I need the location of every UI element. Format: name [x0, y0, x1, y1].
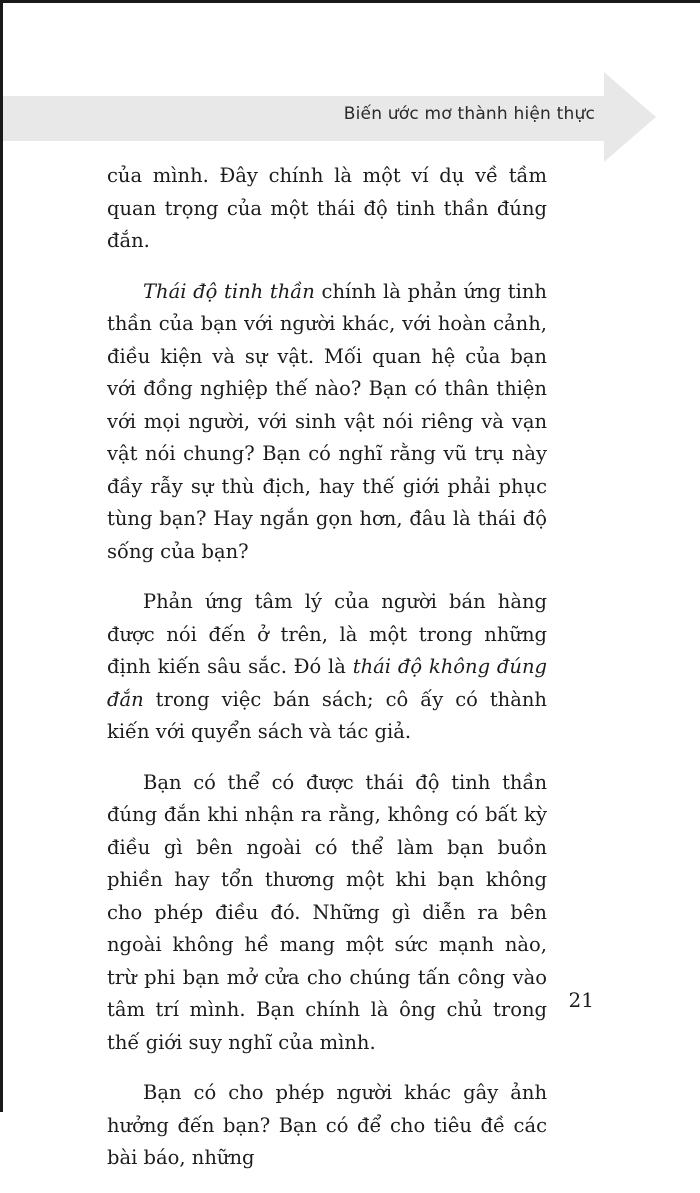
paragraph-5: Bạn có cho phép người khác gây ảnh hưởng đến bạn? Bạn có để cho tiêu đề các bài báo, những — [107, 1081, 547, 1169]
page-number: 21 — [568, 988, 594, 1012]
page-edge-left — [0, 0, 3, 1112]
paragraph-3 — [107, 586, 547, 749]
running-title: Biến ước mơ thành hiện thực — [343, 104, 595, 124]
paragraph-2-text: chính là phản ứng tinh thần của bạn với người khác, với hoàn cảnh, điều kiện và sự vật. Mối quan hệ của bạn với đồng nghiệp thế nào? Bạn có thân thiện với mọi người, với sinh vật nói riêng và vạn vật nói chung? Bạn có nghĩ rằng vũ trụ này đầy rẫy sự thù địch, hay thế giới phải phục tùng bạn? Hay ngắn gọn hơn, đâu là thái độ sống của bạn? — [107, 279, 547, 563]
paragraph-3-italic: thái độ không đúng đắn — [107, 655, 547, 711]
paragraph-3-end: trong việc bán sách; cô ấy có thành kiến với quyển sách và tác giả. — [107, 687, 547, 743]
page-edge-top — [0, 0, 700, 3]
paragraph-1: của mình. Đây chính là một ví dụ về tầm quan trọng của một thái độ tinh thần đúng đắn. — [107, 164, 547, 252]
paragraph-2-italic: Thái độ tinh thần — [143, 279, 315, 303]
paragraph-4: Bạn có thể có được thái độ tinh thần đúng đắn khi nhận ra rằng, không có bất kỳ điều gì bên ngoài có thể làm bạn buồn phiền hay tổn thương một khi bạn không cho phép điều đó. Những gì diễn ra bên ngoài không hề mang một sức mạnh nào, trừ phi bạn mở cửa cho chúng tấn công vào tâm trí mình. Bạn chính là ông chủ trong thế giới suy nghĩ của mình. — [107, 770, 547, 1054]
paragraph-3-start: Phản ứng tâm lý của người bán hàng được nói đến ở trên, là một trong những định kiến sâu sắc. Đó là — [107, 590, 547, 678]
header-arrow-icon — [604, 72, 656, 162]
paragraph-2 — [107, 276, 547, 569]
body-text — [107, 160, 547, 1193]
